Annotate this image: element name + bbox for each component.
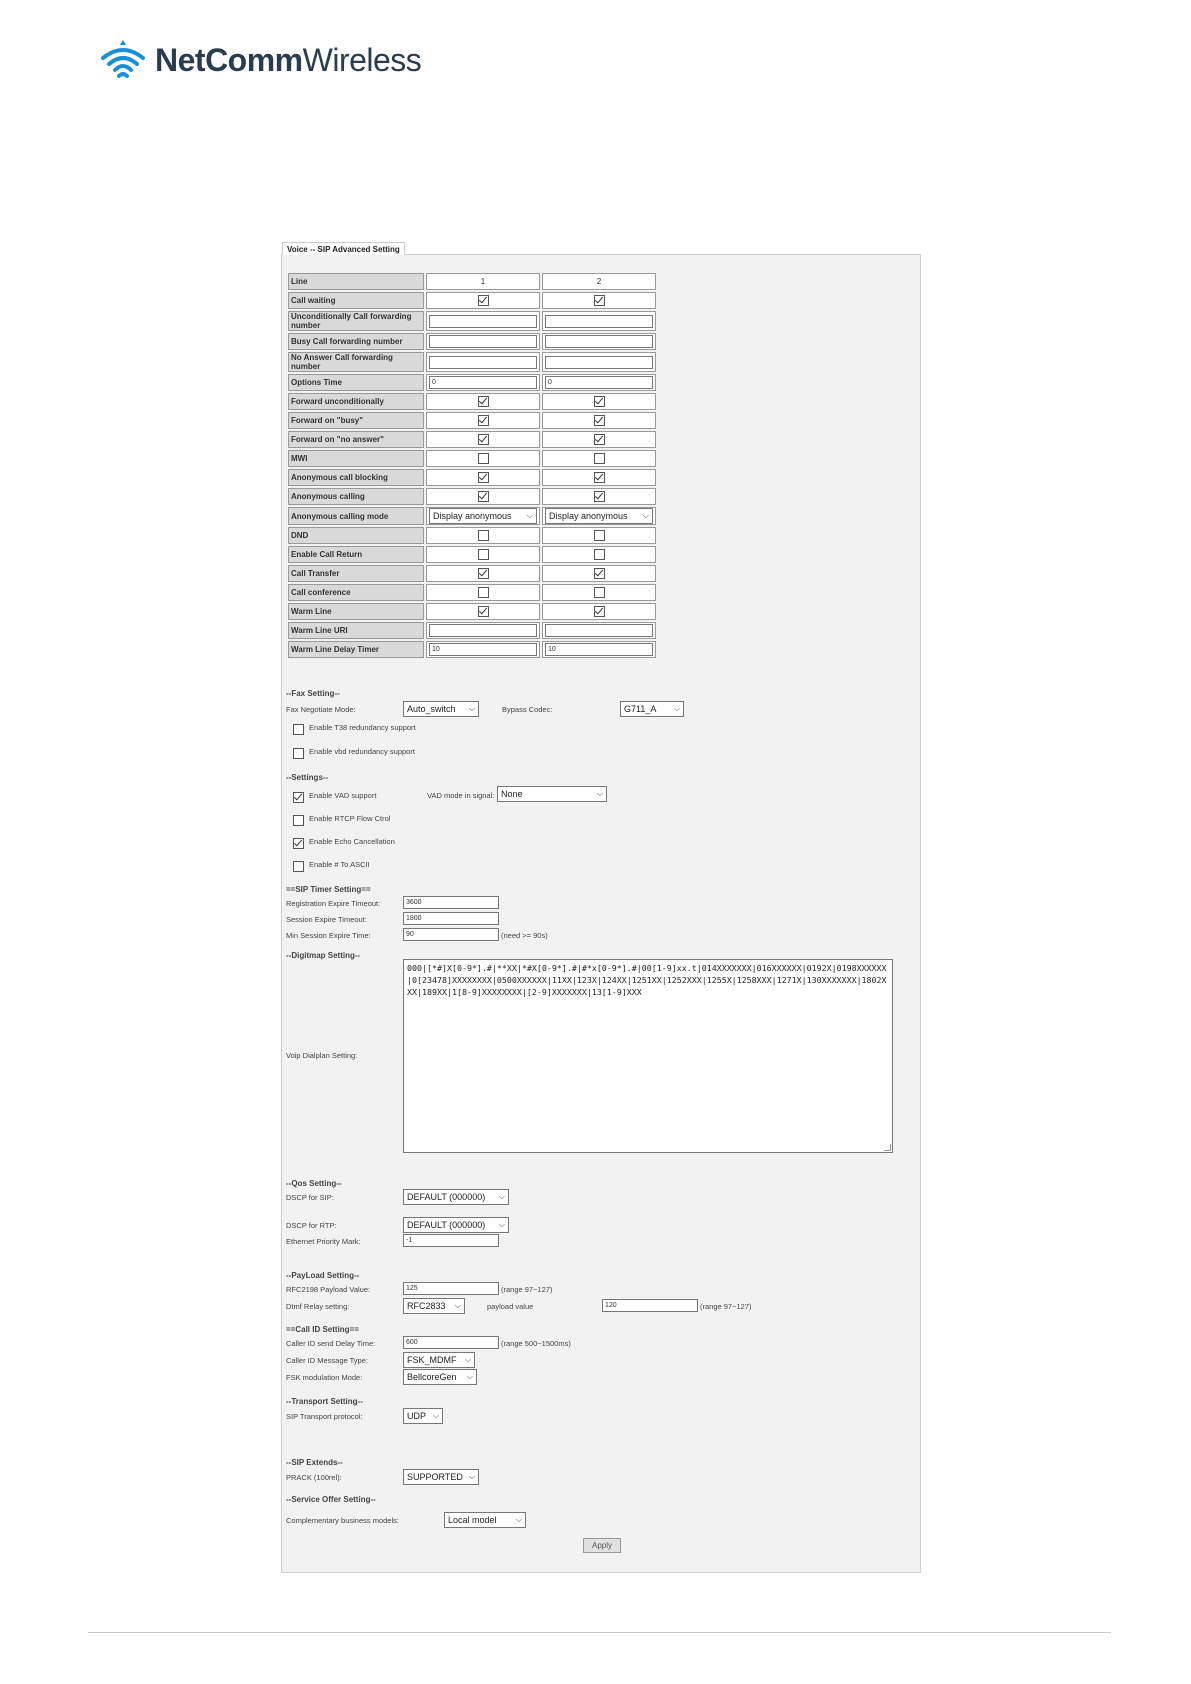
line-2-checkbox[interactable]: [594, 434, 605, 445]
line-2-cell: [542, 374, 656, 391]
row-label: No Answer Call forwarding number: [288, 352, 424, 372]
transport-section-title: --Transport Setting--: [286, 1397, 363, 1406]
line-1-checkbox[interactable]: [478, 606, 489, 617]
table-row: [288, 584, 656, 601]
line-2-text-input[interactable]: [545, 315, 653, 328]
line-2-cell: [542, 333, 656, 350]
line-1-cell: [426, 507, 540, 525]
dialplan-text: 000|[*#]X[0-9*].#|**XX|*#X[0-9*].#|#*x[0-9*].#|00[1-9]xx.t|014XXXXXXX|016XXXXXX|0192X|0198XXXXXX|0[23478]XXXXXXXX|0500XXXXXX|11XX|123X|124XX|1251XX|1252XXX|1255X|1258XXX|1271X|130XXXXXXX|1802XXX|189XX|1[8-9]XXXXXXXX|[2-9]XXXXXXX|13[1-9]XXX: [407, 963, 887, 997]
payload-section-title: --PayLoad Setting--: [286, 1271, 360, 1280]
row-label: Anonymous calling mode: [288, 507, 424, 525]
line-2-cell: [542, 527, 656, 544]
sip-timer-section-title: ==SIP Timer Setting==: [286, 885, 371, 894]
row-label: MWI: [288, 450, 424, 467]
line-2-cell: [542, 546, 656, 563]
line-2-cell: [542, 641, 656, 658]
line-2-cell: [542, 412, 656, 429]
line-1-checkbox[interactable]: [478, 549, 489, 560]
line-1-text-input[interactable]: [429, 624, 537, 637]
table-row: [288, 393, 656, 410]
line-2-checkbox[interactable]: [594, 295, 605, 306]
line-1-checkbox[interactable]: [478, 568, 489, 579]
table-row: [288, 641, 656, 658]
line-2-checkbox[interactable]: [594, 472, 605, 483]
fsk-mode-label: FSK modulation Mode:: [286, 1373, 363, 1382]
callid-msg-type-select[interactable]: FSK_MDMF ⌵: [403, 1352, 475, 1368]
line-header-label: Line: [288, 273, 424, 290]
line-2-checkbox[interactable]: [594, 530, 605, 541]
wireless-signal-icon: [95, 36, 151, 84]
row-label: Call Transfer: [288, 565, 424, 582]
table-row: [288, 622, 656, 639]
row-label: Options Time: [288, 374, 424, 391]
table-row: [288, 603, 656, 620]
table-row: [288, 374, 656, 391]
line-2-cell: [542, 469, 656, 486]
payload-value-label: payload value: [487, 1302, 534, 1311]
netcomm-logo: [95, 36, 421, 84]
line-1-text-input[interactable]: 10: [429, 643, 537, 656]
line-2-cell: [542, 311, 656, 331]
line-1-cell: [426, 584, 540, 601]
row-label: Warm Line: [288, 603, 424, 620]
table-row: [288, 450, 656, 467]
row-label: Warm Line URI: [288, 622, 424, 639]
bypass-codec-select[interactable]: G711_A ⌵: [620, 701, 684, 717]
fax-section-title: --Fax Setting--: [286, 689, 340, 698]
rfc2198-hint: (range 97~127): [501, 1285, 553, 1294]
row-label: Unconditionally Call forwarding number: [288, 311, 424, 331]
row-label: Enable Call Return: [288, 546, 424, 563]
dialplan-textarea[interactable]: [403, 959, 893, 1153]
resize-grip-icon[interactable]: [884, 1144, 891, 1151]
line-1-checkbox[interactable]: [478, 530, 489, 541]
callid-section-title: ==Call ID Setting==: [286, 1325, 359, 1334]
t38-redundancy-label: Enable T38 redundancy support: [309, 723, 416, 732]
chevron-down-icon: ⌵: [468, 704, 475, 713]
vad-support-label: Enable VAD support: [309, 791, 377, 800]
line-2-text-input[interactable]: [545, 356, 653, 369]
callid-delay-hint: (range 500~1500ms): [501, 1339, 571, 1348]
line-2-cell: [542, 584, 656, 601]
payload-value-hint: (range 97~127): [700, 1302, 752, 1311]
line-2-cell: [542, 393, 656, 410]
session-expire-label: Session Expire Timeout:: [286, 915, 367, 924]
callid-msg-type-label: Caller ID Message Type:: [286, 1356, 368, 1365]
line-1-cell: [426, 374, 540, 391]
table-row: [288, 311, 656, 331]
line-1-cell: [426, 488, 540, 505]
prack-select[interactable]: SUPPORTED ⌵: [403, 1469, 479, 1485]
rfc2198-input[interactable]: 125: [403, 1282, 499, 1295]
table-row: [288, 352, 656, 372]
hash-to-ascii-checkbox[interactable]: [293, 861, 304, 872]
rtcp-flow-label: Enable RTCP Flow Ctrol: [309, 814, 391, 823]
settings-section-title: --Settings--: [286, 773, 329, 782]
business-models-select[interactable]: Local model ⌵: [444, 1512, 526, 1528]
line-1-cell: [426, 546, 540, 563]
business-models-label: Complementary business models:: [286, 1516, 399, 1525]
digitmap-section-title: --Digitmap Setting--: [286, 951, 361, 960]
line-1-cell: [426, 641, 540, 658]
rtcp-flow-checkbox[interactable]: [293, 815, 304, 826]
row-label: Anonymous call blocking: [288, 469, 424, 486]
prack-label: PRACK (100rel):: [286, 1473, 342, 1482]
line-2-cell: [542, 450, 656, 467]
chevron-down-icon: ⌵: [466, 1372, 473, 1381]
apply-button[interactable]: Apply: [583, 1538, 621, 1553]
brand-name: NetCommWireless: [155, 41, 422, 78]
transport-protocol-select[interactable]: UDP ⌵: [403, 1408, 443, 1424]
chevron-down-icon: ⌵: [464, 1355, 471, 1364]
line-1-cell: [426, 431, 540, 448]
line-2-text-input[interactable]: [545, 335, 653, 348]
vad-support-checkbox[interactable]: [293, 792, 304, 803]
dscp-rtp-label: DSCP for RTP:: [286, 1221, 337, 1230]
chevron-down-icon: ⌵: [432, 1411, 439, 1420]
line-1-cell: [426, 622, 540, 639]
fsk-mode-select[interactable]: BellcoreGen ⌵: [403, 1369, 477, 1385]
line-1-cell: [426, 527, 540, 544]
line-1-checkbox[interactable]: [478, 396, 489, 407]
line-1-header: 1: [426, 273, 540, 290]
line-2-cell: [542, 622, 656, 639]
vbd-redundancy-label: Enable vbd redundancy support: [309, 747, 415, 756]
qos-section-title: --Qos Setting--: [286, 1179, 342, 1188]
line-2-cell: [542, 507, 656, 525]
chevron-down-icon: ⌵: [526, 511, 533, 520]
line-2-checkbox[interactable]: [594, 491, 605, 502]
line-2-text-input[interactable]: 0: [545, 376, 653, 389]
chevron-down-icon: ⌵: [468, 1472, 475, 1481]
dialplan-label: Voip Dialplan Setting:: [286, 1051, 358, 1060]
line-1-text-input[interactable]: [429, 356, 537, 369]
echo-cancellation-label: Enable Echo Cancellation: [309, 837, 395, 846]
line-2-cell: [542, 352, 656, 372]
dtmf-relay-label: Dtmf Relay setting:: [286, 1302, 350, 1311]
table-row: [288, 469, 656, 486]
line-2-checkbox[interactable]: [594, 568, 605, 579]
line-1-cell: [426, 603, 540, 620]
table-row: [288, 527, 656, 544]
line-1-checkbox[interactable]: [478, 434, 489, 445]
table-row: [288, 431, 656, 448]
dtmf-relay-select[interactable]: RFC2833 ⌵: [403, 1298, 465, 1314]
row-label: Forward unconditionally: [288, 393, 424, 410]
vad-mode-label: VAD mode in signal:: [427, 791, 495, 800]
vbd-redundancy-checkbox[interactable]: [293, 748, 304, 759]
line-1-select[interactable]: Display anonymous ⌵: [429, 508, 537, 524]
sip-extends-section-title: --SIP Extends--: [286, 1458, 343, 1467]
row-label: DND: [288, 527, 424, 544]
settings-panel: [281, 254, 921, 1573]
chevron-down-icon: ⌵: [498, 1220, 505, 1229]
vad-mode-select[interactable]: None ⌵: [497, 786, 607, 802]
line-1-cell: [426, 469, 540, 486]
line-1-text-input[interactable]: [429, 335, 537, 348]
table-row: [288, 488, 656, 505]
t38-redundancy-checkbox[interactable]: [293, 724, 304, 735]
fax-negotiate-select[interactable]: Auto_switch ⌵: [403, 701, 479, 717]
line-2-checkbox[interactable]: [594, 415, 605, 426]
row-label: Forward on "busy": [288, 412, 424, 429]
line-1-checkbox[interactable]: [478, 491, 489, 502]
min-session-input[interactable]: 90: [403, 928, 499, 941]
line-2-select[interactable]: Display anonymous ⌵: [545, 508, 653, 524]
line-1-checkbox[interactable]: [478, 295, 489, 306]
line-2-cell: [542, 431, 656, 448]
dscp-sip-select[interactable]: DEFAULT (000000) ⌵: [403, 1189, 509, 1205]
chevron-down-icon: ⌵: [515, 1515, 522, 1524]
line-1-cell: [426, 311, 540, 331]
line-2-checkbox[interactable]: [594, 606, 605, 617]
transport-protocol-label: SIP Transport protocol:: [286, 1412, 363, 1421]
row-label: Busy Call forwarding number: [288, 333, 424, 350]
row-label: Call conference: [288, 584, 424, 601]
line-2-cell: [542, 488, 656, 505]
line-2-cell: [542, 603, 656, 620]
rfc2198-label: RFC2198 Payload Value:: [286, 1285, 371, 1294]
table-row: [288, 507, 656, 525]
line-2-text-input[interactable]: 10: [545, 643, 653, 656]
callid-delay-label: Caller ID send Delay Time:: [286, 1339, 376, 1348]
line-2-checkbox[interactable]: [594, 396, 605, 407]
min-session-label: Min Session Expire Time:: [286, 931, 371, 940]
service-offer-section-title: --Service Offer Setting--: [286, 1495, 376, 1504]
table-row: [288, 412, 656, 429]
line-2-checkbox[interactable]: [594, 453, 605, 464]
row-label: Warm Line Delay Timer: [288, 641, 424, 658]
chevron-down-icon: ⌵: [454, 1301, 461, 1310]
line-1-cell: [426, 352, 540, 372]
table-header-row: [288, 273, 656, 290]
min-session-hint: (need >= 90s): [501, 931, 548, 940]
line-2-cell: [542, 565, 656, 582]
row-label: Anonymous calling: [288, 488, 424, 505]
line-1-cell: [426, 333, 540, 350]
dscp-rtp-select[interactable]: DEFAULT (000000) ⌵: [403, 1217, 509, 1233]
line-1-checkbox[interactable]: [478, 453, 489, 464]
line-1-cell: [426, 450, 540, 467]
line-2-checkbox[interactable]: [594, 549, 605, 560]
payload-value-input[interactable]: 120: [602, 1299, 698, 1312]
line-2-cell: [542, 292, 656, 309]
line-2-header: 2: [542, 273, 656, 290]
ethernet-priority-label: Ethernet Priority Mark:: [286, 1237, 361, 1246]
table-row: [288, 546, 656, 563]
echo-cancellation-checkbox[interactable]: [293, 838, 304, 849]
line-1-cell: [426, 565, 540, 582]
line-1-text-input[interactable]: [429, 315, 537, 328]
row-label: Forward on "no answer": [288, 431, 424, 448]
chevron-down-icon: ⌵: [642, 511, 649, 520]
dscp-sip-label: DSCP for SIP:: [286, 1193, 334, 1202]
ethernet-priority-input[interactable]: -1: [403, 1234, 499, 1247]
reg-expire-label: Registration Expire Timeout:: [286, 899, 381, 908]
line-1-checkbox[interactable]: [478, 587, 489, 598]
line-1-cell: [426, 412, 540, 429]
row-label: Call waiting: [288, 292, 424, 309]
reg-expire-input[interactable]: 3600: [403, 896, 499, 909]
table-row: [288, 565, 656, 582]
hash-to-ascii-label: Enable # To ASCII: [309, 860, 370, 869]
session-expire-input[interactable]: 1800: [403, 912, 499, 925]
line-2-text-input[interactable]: [545, 624, 653, 637]
line-1-cell: [426, 393, 540, 410]
bypass-codec-label: Bypass Codec:: [502, 705, 553, 714]
chevron-down-icon: ⌵: [673, 704, 680, 713]
fax-negotiate-label: Fax Negotiate Mode:: [286, 705, 356, 714]
line-1-cell: [426, 292, 540, 309]
lines-table: [286, 271, 658, 660]
tab-sip-advanced-setting[interactable]: Voice -- SIP Advanced Setting: [282, 242, 405, 255]
footer-divider: [88, 1632, 1111, 1633]
line-1-checkbox[interactable]: [478, 415, 489, 426]
line-1-text-input[interactable]: 0: [429, 376, 537, 389]
table-row: [288, 292, 656, 309]
line-1-checkbox[interactable]: [478, 472, 489, 483]
chevron-down-icon: ⌵: [498, 1192, 505, 1201]
callid-delay-input[interactable]: 600: [403, 1336, 499, 1349]
line-2-checkbox[interactable]: [594, 587, 605, 598]
chevron-down-icon: ⌵: [596, 789, 603, 798]
table-row: [288, 333, 656, 350]
